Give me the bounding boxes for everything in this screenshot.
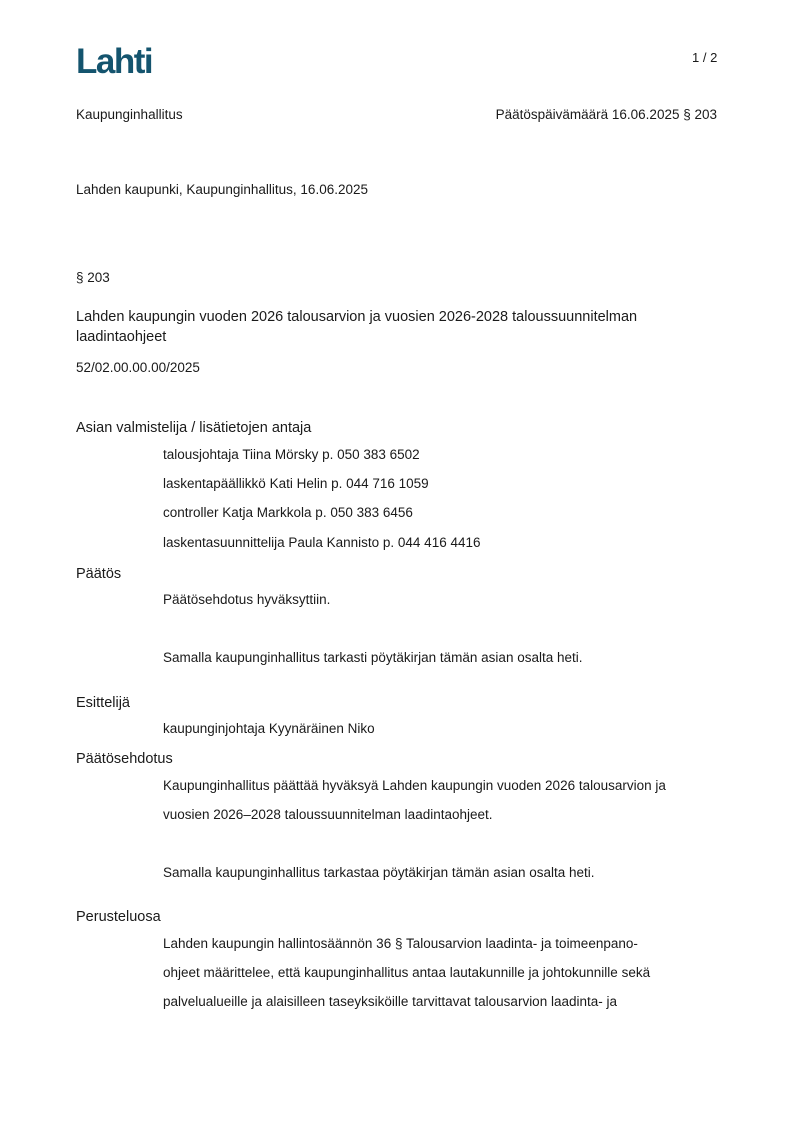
lahti-logo: Lahti	[76, 42, 153, 81]
proposal-line: Kaupunginhallitus päättää hyväksyä Lahden kaupungin vuoden 2026 talousarvion ja	[163, 778, 666, 793]
section-number: § 203	[76, 270, 110, 285]
preparers-heading: Asian valmistelija / lisätietojen antaja	[76, 420, 312, 436]
preparer-item: talousjohtaja Tiina Mörsky p. 050 383 6502	[163, 447, 420, 462]
case-number: 52/02.00.00.00/2025	[76, 360, 200, 375]
proposal-line: vuosien 2026–2028 taloussuunnitelman laadintaohjeet.	[163, 807, 493, 822]
proposal-inspection-text: Samalla kaupunginhallitus tarkastaa pöytäkirjan tämän asian osalta heti.	[163, 865, 595, 880]
decision-heading: Päätös	[76, 566, 122, 582]
document-title: Lahden kaupungin vuoden 2026 talousarvion ja vuosien 2026-2028 taloussuunnitelman laadintaohjeet	[76, 309, 638, 345]
justification-line: ohjeet määrittelee, että kaupunginhallitus antaa lautakunnille ja johtokunnille sekä	[163, 965, 651, 980]
preparer-item: laskentasuunnittelija Paula Kannisto p. 044 416 4416	[163, 535, 481, 550]
presenter-heading: Esittelijä	[76, 695, 130, 711]
body-name: Kaupunginhallitus	[76, 107, 183, 122]
justification-heading: Perusteluosa	[76, 909, 161, 925]
presenter-text: kaupunginjohtaja Kyynäräinen Niko	[163, 721, 375, 736]
preparer-item: laskentapäällikkö Kati Helin p. 044 716 1059	[163, 476, 429, 491]
proposal-heading: Päätösehdotus	[76, 751, 173, 767]
preparer-item: controller Katja Markkola p. 050 383 6456	[163, 505, 413, 520]
decision-text: Päätösehdotus hyväksyttiin.	[163, 592, 331, 607]
justification-line: Lahden kaupungin hallintosäännön 36 § Talousarvion laadinta- ja toimeenpano-	[163, 936, 638, 951]
meeting-line: Lahden kaupunki, Kaupunginhallitus, 16.06.2025	[76, 182, 368, 197]
decision-inspection-text: Samalla kaupunginhallitus tarkasti pöytäkirjan tämän asian osalta heti.	[163, 650, 583, 665]
decision-date: Päätöspäivämäärä 16.06.2025 § 203	[495, 107, 717, 122]
justification-line: palvelualueille ja alaisilleen taseyksiköille tarvittavat talousarvion laadinta- ja	[163, 994, 617, 1009]
page-number: 1 / 2	[692, 50, 718, 65]
